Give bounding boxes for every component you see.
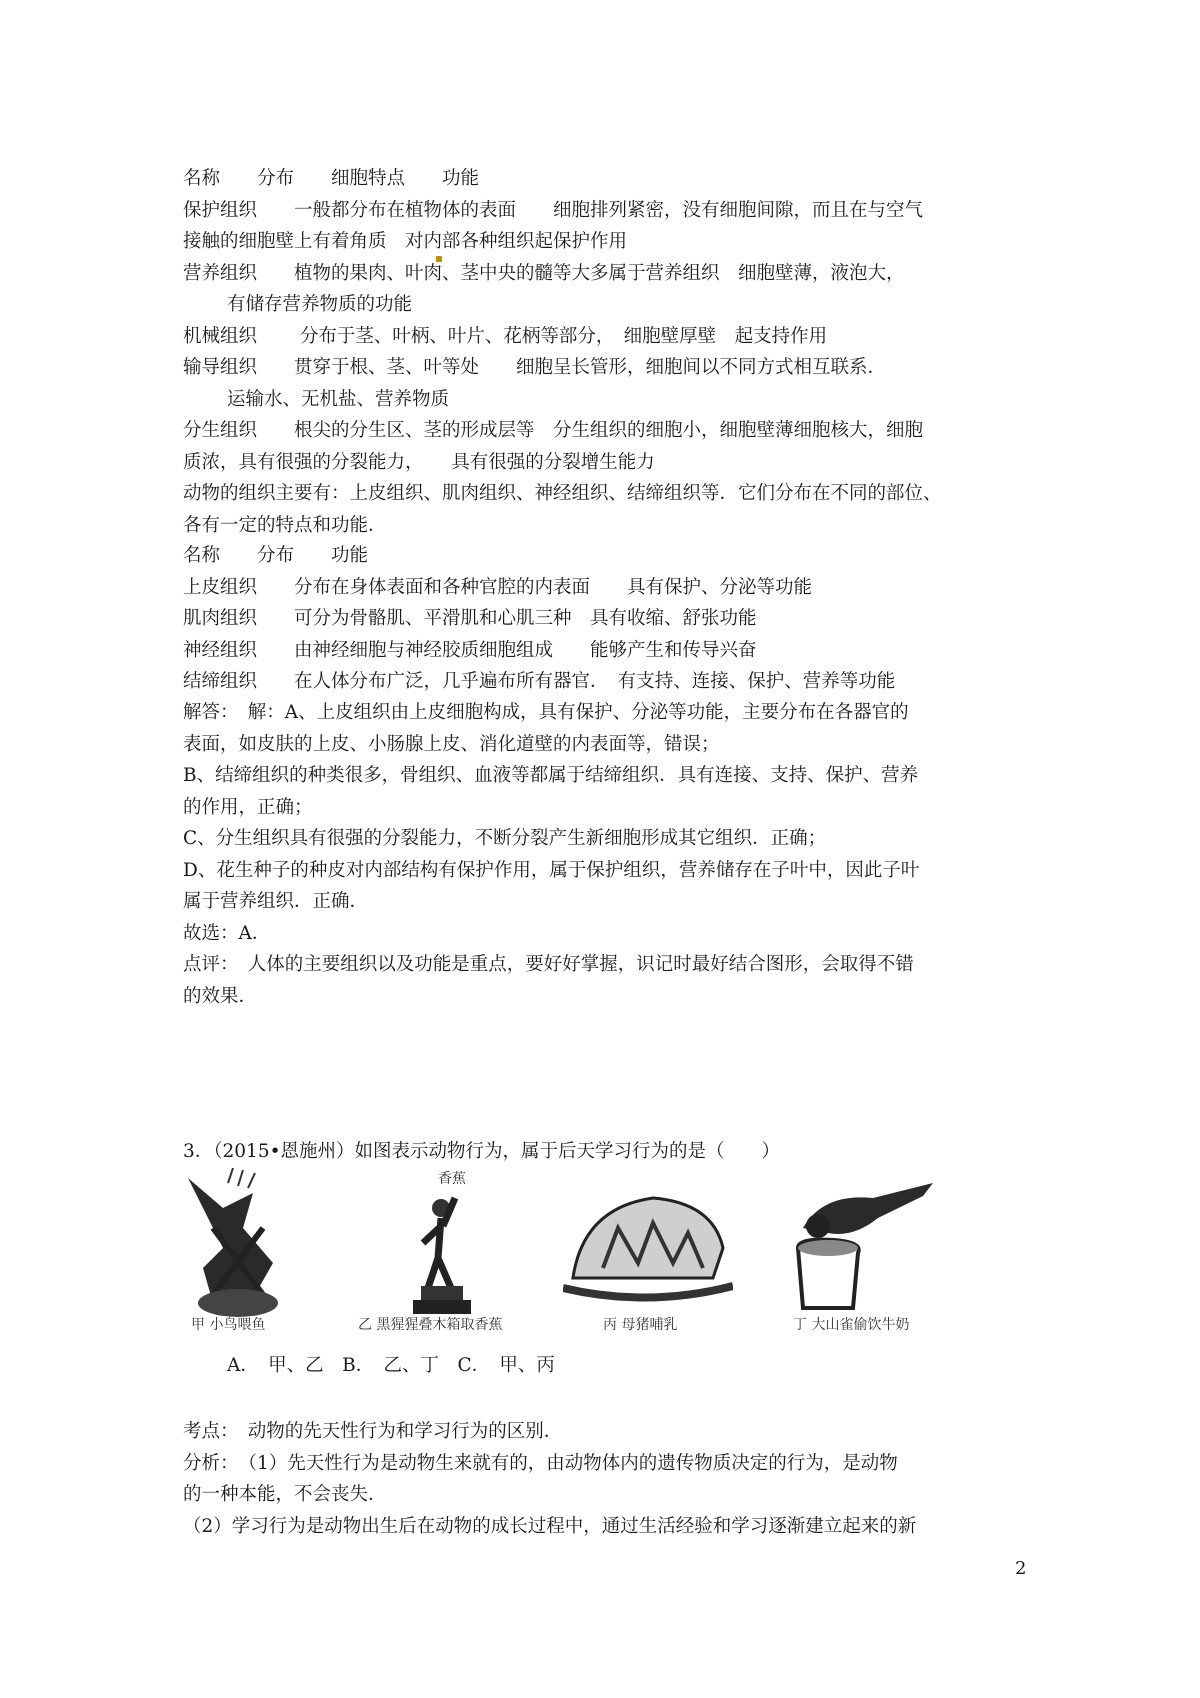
animal-tissue-table	[183, 540, 1028, 698]
answer-line: C、分生组织具有很强的分裂能力，不断分裂产生新细胞形成其它组织．正确；	[183, 828, 827, 849]
plant-row-line: 质浓，具有很强的分裂能力， 具有很强的分裂增生能力	[183, 451, 655, 473]
plant-row-line: 有储存营养物质的功能	[227, 294, 413, 315]
animal-row: 结缔组织 在人体分布广泛，几乎遍布所有器官． 有支持、连接、保护、营养等功能	[183, 671, 896, 692]
answer-line: 点评： 人体的主要组织以及功能是重点，要好好掌握，识记时最好结合图形，会取得不错	[183, 954, 914, 975]
answer-line: 解答： 解：A、上皮组织由上皮细胞构成，具有保护、分泌等功能，主要分布在各器官的	[183, 702, 909, 723]
figure-caption: 丙 母猪哺乳	[603, 1317, 678, 1333]
chimpanzee-boxes-image	[383, 1168, 503, 1328]
figure-caption: 乙 黑猩猩叠木箱取香蕉	[358, 1317, 503, 1333]
plant-row-line: 输导组织 贯穿于根、茎、叶等处 细胞呈长管形，细胞间以不同方式相互联系．	[183, 357, 887, 378]
options-block	[183, 1350, 1028, 1382]
analysis-line: 考点： 动物的先天性行为和学习行为的区别．	[183, 1421, 563, 1442]
animal-intro-line: 各有一定的特点和功能．	[183, 514, 387, 536]
question-stem-block	[183, 1136, 1028, 1168]
analysis-line: （2）学习行为是动物出生后在动物的成长过程中，通过生活经验和学习逐渐建立起来的新	[183, 1515, 917, 1537]
answer-options: A． 甲、乙 B． 乙、丁 C． 甲、丙	[227, 1355, 555, 1376]
analysis-line: 分析： （1）先天性行为是动物生来就有的，由动物体内的遗传物质决定的行为，是动物	[183, 1452, 898, 1474]
bird-feeding-fish-image	[183, 1168, 363, 1328]
answer-line: 的作用，正确；	[183, 796, 313, 818]
answer-section	[183, 697, 1028, 1012]
stray-mark	[436, 256, 442, 262]
bird-drinking-milk-image	[773, 1168, 943, 1318]
plant-row-line: 保护组织 一般都分布在植物体的表面 细胞排列紧密，没有细胞间隙，而且在与空气	[183, 199, 924, 221]
animal-row: 神经组织 由神经细胞与神经胶质细胞组成 能够产生和传导兴奋	[183, 639, 757, 661]
animal-intro-line: 动物的组织主要有：上皮组织、肌肉组织、神经组织、结缔组织等．它们分布在不同的部位、	[183, 483, 942, 504]
plant-row-line: 营养组织 植物的果肉、叶肉、茎中央的髓等大多属于营养组织 细胞壁薄，液泡大，	[183, 262, 905, 284]
answer-line: D、花生种子的种皮对内部结构有保护作用，属于保护组织，营养储存在子叶中，因此子叶	[183, 859, 920, 881]
answer-line: 故选：A．	[183, 922, 271, 944]
figure-caption: 丁 大山雀偷饮牛奶	[793, 1317, 910, 1333]
banana-label: 香蕉	[438, 1171, 466, 1187]
plant-row-line: 运输水、无机盐、营养物质	[227, 388, 450, 410]
answer-line: B、结缔组织的种类很多，骨组织、血液等都属于结缔组织．具有连接、支持、保护、营养	[183, 765, 919, 786]
analysis-section	[183, 1416, 1028, 1542]
behavior-figures	[183, 1168, 983, 1358]
plant-row-line: 分生组织 根尖的分生区、茎的形成层等 分生组织的细胞小，细胞壁薄细胞核大，细胞	[183, 420, 924, 441]
page-number: 2	[1015, 1558, 1027, 1579]
question-stem: 3．（2015•恩施州）如图表示动物行为，属于后天学习行为的是（ ）	[183, 1141, 781, 1162]
answer-line: 属于营养组织．正确．	[183, 891, 369, 912]
plant-tissue-table	[183, 163, 1028, 541]
plant-table-header: 名称 分布 细胞特点 功能	[183, 168, 480, 189]
answer-line: 的效果．	[183, 985, 258, 1007]
sow-nursing-image	[563, 1168, 733, 1318]
answer-line: 表面，如皮肤的上皮、小肠腺上皮、消化道壁的内表面等，错误；	[183, 733, 720, 755]
plant-row-line: 机械组织 分布于茎、叶柄、叶片、花柄等部分， 细胞壁厚壁 起支持作用	[183, 325, 828, 347]
analysis-line: 的一种本能，不会丧失．	[183, 1484, 387, 1505]
animal-row: 肌肉组织 可分为骨骼肌、平滑肌和心肌三种 具有收缩、舒张功能	[183, 608, 757, 629]
figure-caption: 甲 小鸟喂鱼	[191, 1317, 266, 1333]
animal-table-header: 名称 分布 功能	[183, 545, 369, 566]
animal-row: 上皮组织 分布在身体表面和各种官腔的内表面 具有保护、分泌等功能	[183, 576, 813, 598]
plant-row-line: 接触的细胞壁上有着角质 对内部各种组织起保护作用	[183, 231, 628, 252]
